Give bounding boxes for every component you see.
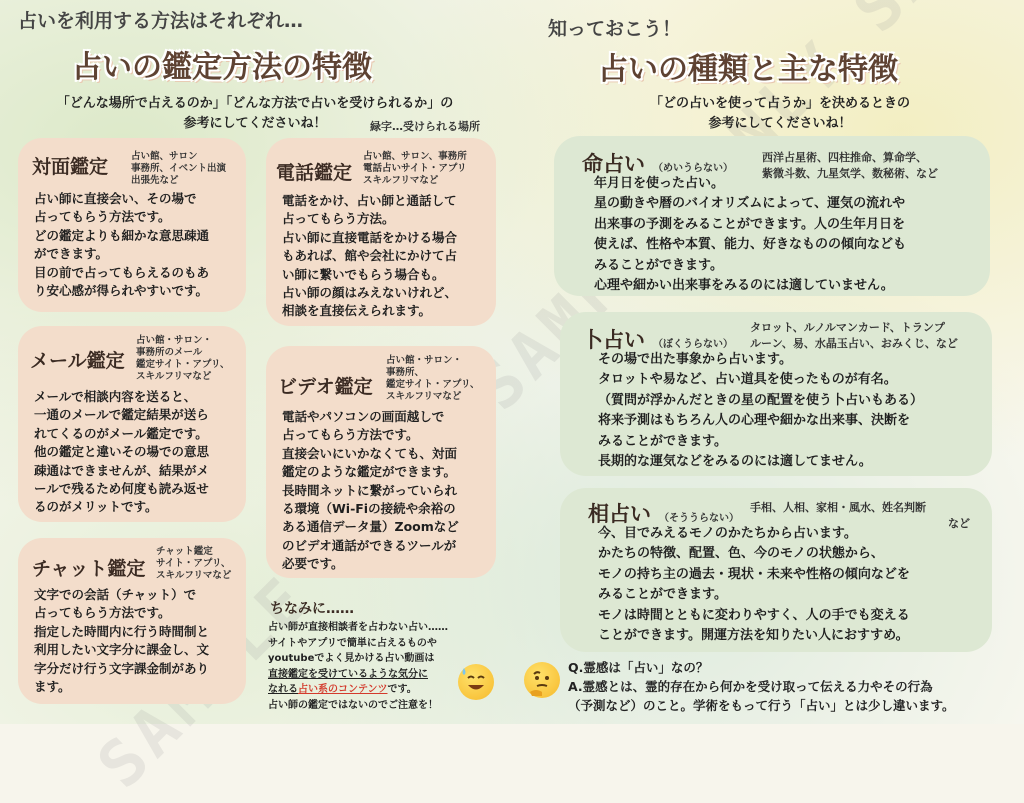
body-line: 長期的な運気などをみるのには適してません。 bbox=[598, 454, 872, 470]
left-kicker: 占いを利用する方法はそれぞれ… bbox=[18, 10, 304, 32]
body-line: れてくるのがメール鑑定です。 bbox=[34, 425, 208, 441]
body-line: 疎通はできませんが、結果がメ bbox=[34, 462, 210, 478]
card-places bbox=[363, 151, 467, 187]
place-line: 占い館、サロン bbox=[131, 151, 198, 162]
note-line bbox=[268, 682, 448, 698]
card-mail bbox=[18, 326, 246, 522]
card-chat bbox=[18, 538, 246, 704]
place-line: チャット鑑定 bbox=[156, 546, 213, 557]
body-line: 利用したい文字分に課金し、文 bbox=[34, 642, 210, 658]
card-body bbox=[282, 408, 459, 574]
note-highlight: 占い系のコンテンツ bbox=[298, 684, 388, 696]
card-examples bbox=[750, 320, 958, 352]
place-line: スキルフリマなど bbox=[386, 391, 462, 402]
card-body bbox=[34, 388, 209, 517]
body-line: みることができます。 bbox=[594, 257, 723, 273]
body-line: タロットや易など、占い道具を使ったものが有名。 bbox=[598, 372, 897, 388]
place-line: 事務所のメール bbox=[136, 347, 203, 358]
body-line: ことができます。開運方法を知りたい人におすすめ。 bbox=[598, 628, 909, 644]
body-line: 占ってもらう方法です。 bbox=[34, 209, 171, 225]
card-body bbox=[34, 586, 209, 696]
card-body bbox=[598, 524, 910, 646]
card-reading: （めいうらない） bbox=[653, 163, 733, 174]
right-intro bbox=[540, 94, 1020, 134]
card-body bbox=[282, 192, 457, 321]
body-line: 今、目でみえるモノのかたちから占います。 bbox=[598, 526, 857, 541]
qa-answer-line: （予測など）のこと。学術をもって行う「占い」とは少し違います。 bbox=[568, 698, 955, 713]
place-line: 占い館・サロン・ bbox=[136, 335, 213, 346]
card-title: 電話鑑定 bbox=[276, 162, 353, 184]
place-line: 鑑定サイト・アプリ、 bbox=[136, 359, 230, 370]
body-line: 長時間ネットに繋がっていられ bbox=[282, 482, 458, 498]
note-line: youtubeでよく見かける占い動画は bbox=[268, 653, 435, 665]
body-line: ールで残るため何度も読み返せ bbox=[34, 481, 209, 497]
card-meiurana bbox=[554, 136, 990, 296]
qa-answer-line: A.霊感とは、霊的存在から何かを受け取って伝える力やその行為 bbox=[568, 679, 933, 694]
body-line: みることができます。 bbox=[598, 433, 727, 449]
body-line: 指定した時間内に行う時間制と bbox=[34, 623, 210, 639]
body-line: り安心感が得られやすいです。 bbox=[34, 283, 209, 299]
place-line: スキルフリマなど bbox=[136, 371, 212, 382]
right-title: 占いの種類と主な特徴 bbox=[598, 52, 898, 87]
body-line: 電話やパソコンの画面越しで bbox=[282, 409, 445, 424]
body-line: 占い師の顔はみえないけれど、 bbox=[282, 285, 458, 301]
body-line: ます。 bbox=[34, 679, 71, 695]
body-line: モノは時間とともに変わりやすく、人の手でも変える bbox=[598, 607, 910, 623]
body-line: 星の動きや暦のバイオリズムによって、運気の流れや bbox=[594, 196, 906, 212]
body-line: 文字での会話（チャット）で bbox=[34, 587, 197, 602]
card-title: メール鑑定 bbox=[30, 350, 125, 372]
body-line: るのがメリットです。 bbox=[34, 499, 158, 515]
body-line: い師に繋いでもらう場合も。 bbox=[282, 266, 445, 282]
right-intro-line1: 「どの占いを使って占うか」を決めるときの bbox=[649, 96, 910, 111]
body-line: 鑑定のような鑑定ができます。 bbox=[282, 464, 457, 480]
body-line: 使えば、性格や本質、能力、好きなものの傾向なども bbox=[594, 237, 907, 253]
note-line: 占い師が直接相談者を占わない占い…… bbox=[268, 622, 448, 633]
card-places bbox=[131, 151, 226, 187]
body-line: ある通信データ量）Zoomなど bbox=[282, 519, 459, 535]
body-line: る環境（Wi-Fiの接続や余裕の bbox=[282, 501, 456, 517]
card-denwa bbox=[266, 138, 496, 326]
qa-block bbox=[568, 658, 955, 715]
thinking-face-emoji-icon bbox=[524, 662, 560, 698]
note-heading: ちなみに…… bbox=[270, 601, 354, 617]
body-line: 電話をかけ、占い師と通話して bbox=[282, 193, 457, 208]
body-line: 字分だけ行う文字課金制があり bbox=[34, 660, 210, 676]
place-line: 占い館・サロン・ bbox=[386, 355, 463, 366]
card-body bbox=[598, 350, 923, 472]
body-line: 占ってもらう方法です。 bbox=[34, 605, 171, 621]
card-taimen bbox=[18, 138, 246, 312]
body-line: かたちの特徴、配置、色、今のモノの状態から、 bbox=[598, 546, 884, 562]
place-line: 事務所、 bbox=[386, 367, 425, 378]
note-line-part: なれる bbox=[268, 684, 298, 696]
body-line: 相談を直接伝えられます。 bbox=[282, 303, 432, 319]
body-line: どの鑑定よりも細かな意思疎通 bbox=[34, 227, 210, 243]
body-line: 占い師に直接会い、その場で bbox=[34, 191, 197, 206]
body-line: メールで相談内容を送ると、 bbox=[34, 389, 197, 404]
card-places bbox=[386, 355, 479, 403]
body-line: 将来予測はもちろん人の心理や細かな出来事、決断を bbox=[598, 413, 911, 429]
right-intro-line2: 参考にしてくださいね！ bbox=[708, 116, 852, 131]
note-line: 占い師の鑑定ではないのでご注意を！ bbox=[268, 699, 438, 711]
right-kicker: 知っておこう！ bbox=[548, 18, 682, 40]
note-line: 直接鑑定を受けているような気分に bbox=[268, 668, 428, 680]
body-line: 心理や細かい出来事をみるのには適していません。 bbox=[594, 278, 894, 294]
body-line: （質問が浮かんだときの星の配置を使う卜占いもある） bbox=[598, 392, 924, 408]
note-body bbox=[268, 620, 448, 714]
body-line: モノの持ち主の過去・現状・未来や性格の傾向などを bbox=[598, 566, 910, 582]
body-line: その場で出た事象から占います。 bbox=[598, 352, 792, 367]
note-line: サイトやアプリで簡単に占えるものや bbox=[268, 637, 437, 649]
example-line: など bbox=[948, 517, 970, 530]
body-line: 占ってもらう方法。 bbox=[282, 211, 395, 227]
card-title: ビデオ鑑定 bbox=[278, 376, 373, 398]
left-legend: 緑字…受けられる場所 bbox=[370, 120, 480, 133]
place-line: 出張先など bbox=[131, 175, 179, 186]
example-line: 西洋占星術、四柱推命、算命学、 bbox=[762, 151, 927, 164]
card-title: 対面鑑定 bbox=[32, 156, 109, 178]
body-line: のビデオ通話ができるツールが bbox=[282, 537, 457, 553]
card-souurana bbox=[560, 488, 992, 652]
card-places bbox=[156, 546, 231, 582]
card-title: チャット鑑定 bbox=[32, 558, 146, 580]
body-line: 一通のメールで鑑定結果が送ら bbox=[34, 407, 209, 423]
qa-question: Q.霊感は「占い」なの？ bbox=[568, 660, 709, 675]
card-video bbox=[266, 346, 496, 578]
body-line: 他の鑑定と違いその場での意思 bbox=[34, 444, 210, 460]
left-intro-line2: 参考にしてくださいね！ bbox=[183, 116, 327, 131]
left-intro-line1: 「どんな場所で占えるのか」「どんな方法で占いを受けられるか」の bbox=[56, 96, 454, 111]
body-line: 出来事の予測をみることができます。人の生年月日を bbox=[594, 216, 905, 232]
body-line: 占い師に直接電話をかける場合 bbox=[282, 229, 458, 245]
place-line: スキルフリマなど bbox=[363, 175, 439, 186]
body-line: 必要です。 bbox=[282, 556, 344, 572]
example-line: タロット、ルノルマンカード、トランプ bbox=[750, 321, 945, 334]
card-body bbox=[34, 190, 209, 300]
body-line: もあれば、館や会社にかけて占 bbox=[282, 248, 458, 264]
card-reading: （そううらない） bbox=[659, 513, 739, 524]
body-line: ができます。 bbox=[34, 246, 109, 262]
place-line: 占い館、サロン、事務所 bbox=[363, 151, 467, 162]
body-line: 目の前で占ってもらえるのもあ bbox=[34, 264, 210, 280]
card-title-text: 命占い bbox=[582, 152, 645, 176]
body-line: 年月日を使った占い。 bbox=[594, 176, 725, 191]
example-line: ルーン、易、水晶玉占い、おみくじ、など bbox=[750, 337, 958, 350]
body-line: みることができます。 bbox=[598, 587, 727, 603]
card-bokuurana bbox=[560, 312, 992, 476]
body-line: 占ってもらう方法です。 bbox=[282, 427, 419, 443]
place-line: スキルフリマなど bbox=[156, 570, 232, 581]
example-line: 手相、人相、家相・風水、姓名判断 bbox=[750, 501, 926, 514]
card-reading: （ぼくうらない） bbox=[653, 339, 733, 350]
card-places bbox=[136, 335, 229, 383]
example-line: 紫微斗数、九星気学、数秘術、など bbox=[762, 167, 938, 180]
sweat-smile-emoji-icon bbox=[458, 664, 494, 700]
body-line: 直接会いにいかなくても、対面 bbox=[282, 445, 458, 461]
place-line: 電話占いサイト・アプリ bbox=[363, 163, 467, 174]
left-title: 占いの鑑定方法の特徴 bbox=[72, 50, 372, 85]
place-line: 鑑定サイト・アプリ、 bbox=[386, 379, 480, 390]
place-line: 事務所、イベント出演 bbox=[131, 163, 227, 174]
card-title-text: 相占い bbox=[588, 502, 651, 526]
place-line: サイト・アプリ、 bbox=[156, 558, 231, 569]
note-line-part: です。 bbox=[387, 684, 417, 696]
card-body bbox=[594, 174, 906, 296]
card-title-text: 卜占い bbox=[582, 328, 645, 352]
